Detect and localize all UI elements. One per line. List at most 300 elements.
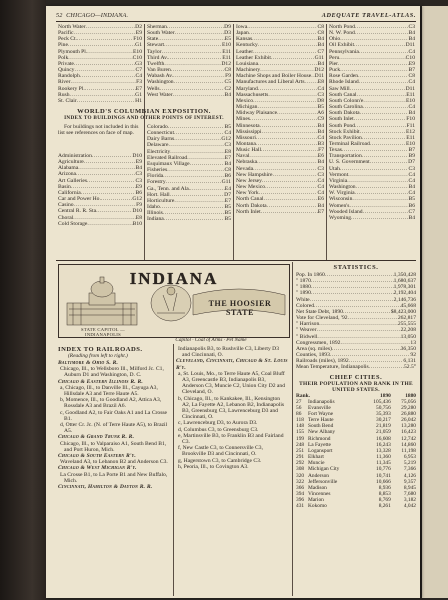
- entry-name: Area (sq. miles): [296, 345, 332, 352]
- grid-ref: E11: [406, 134, 415, 141]
- grid-ref: E10: [132, 48, 142, 55]
- entry-name: Mississippi: [236, 128, 262, 135]
- city-rank: 251: [296, 447, 305, 454]
- entry-name: Idaho: [147, 204, 160, 211]
- grid-ref: C8: [317, 24, 324, 30]
- index-entry: [236, 209, 324, 215]
- grid-ref: 13: [410, 339, 416, 346]
- city-rank: 322: [296, 478, 305, 485]
- entry-name: South Carolina: [329, 104, 363, 111]
- entry-name: Leather: [236, 48, 254, 55]
- leader-dots: [164, 216, 225, 222]
- leader-dots: [173, 92, 225, 98]
- expo-col-1: [58, 153, 142, 227]
- entry-name: Pine: [58, 42, 68, 49]
- entry-name: Sherman: [147, 24, 167, 30]
- left-running-title: CHICAGO—INDIANA.: [66, 12, 129, 19]
- city-pop-1880: 4,042: [403, 503, 416, 510]
- statistics-title: STATISTICS.: [333, 264, 379, 271]
- railroad-route: e, Martinsville B3, to Franklin B3 and Fairland C3.: [178, 432, 284, 446]
- grid-ref: D11: [405, 42, 415, 49]
- railroad-route: g, Hagerstown C3, to Cambridge C3.: [178, 457, 262, 464]
- grid-ref: C8: [317, 30, 324, 37]
- grid-ref: E11: [222, 48, 231, 55]
- grid-ref: B5: [224, 216, 231, 223]
- index-entry: [296, 364, 416, 370]
- grid-ref: E7: [135, 85, 142, 92]
- entry-name: Peru: [329, 54, 340, 61]
- city-name: Logansport: [308, 447, 333, 454]
- grid-ref: C10: [405, 54, 415, 61]
- railroad-route: Chicago, Ill., to Valparaiso A1, South Bend B1, and Port Huron, Mich.: [60, 440, 167, 453]
- entry-name: State: [147, 36, 159, 43]
- city-rank: 366: [296, 484, 305, 491]
- city-name: Evansville: [308, 404, 331, 411]
- city-rank: 118: [296, 417, 304, 424]
- entry-name: Esquimaux Village: [147, 160, 190, 167]
- entry-name: W. Virginia: [329, 190, 355, 197]
- grid-ref: B4: [317, 159, 324, 166]
- grid-ref: B6: [135, 189, 142, 196]
- city-pop-1890: 10,741: [376, 472, 391, 479]
- grid-ref: C4: [408, 190, 415, 197]
- entry-name: Louisiana: [236, 60, 259, 67]
- entry-name: Choral: [58, 214, 74, 221]
- grid-ref: G11: [314, 54, 324, 61]
- city-pop-1880: 4,126: [403, 472, 416, 479]
- entry-name: California: [58, 189, 81, 196]
- entry-name: South Canal: [329, 91, 357, 98]
- city-name: Terre Haute: [308, 417, 334, 424]
- grid-ref: B7: [408, 67, 415, 74]
- entry-name: Twelfth: [147, 60, 165, 67]
- grid-ref: B4: [317, 36, 324, 43]
- entry-name: Transportation: [329, 153, 362, 160]
- entry-name: Rookery Pl.: [58, 85, 85, 92]
- city-pop-1890: 50,756: [376, 404, 391, 411]
- grid-ref: B4: [408, 30, 415, 37]
- entry-name: Nebraska: [236, 159, 258, 166]
- entry-name: Horticulture: [147, 197, 175, 204]
- grid-ref: 36,350: [400, 345, 416, 352]
- city-pop-1890: 105,436: [373, 398, 391, 405]
- grid-ref: B5: [224, 124, 231, 130]
- grid-ref: B4: [317, 202, 324, 209]
- grid-ref: D10: [132, 208, 142, 215]
- city-pop-1880: 3,182: [403, 497, 416, 504]
- railroad-route: b, Momence, Ill., to Goodland A2, Attica A3, Rossdale A3 and Brazil A6.: [60, 397, 162, 410]
- grid-ref: B4: [224, 91, 231, 98]
- entry-name: Pacific: [58, 30, 74, 37]
- entry-name: North Dakota: [236, 202, 267, 209]
- index-entry: [147, 92, 231, 98]
- entry-name: Utah: [329, 165, 340, 172]
- city-name: Jeffersonville: [308, 478, 338, 485]
- col-divider: [233, 24, 234, 260]
- railroad-index-left: [58, 360, 170, 490]
- banner-bottom-caption: Capitol · Coat of Arms · Pet Name: [175, 337, 247, 343]
- railroad-route: c, Goodland A2, to Fair Oaks A1 and La Crosse B1.: [60, 409, 168, 422]
- entry-name: Michigan: [236, 104, 258, 111]
- city-pop-1890: 8,853: [378, 491, 391, 497]
- page-header: [56, 12, 416, 19]
- grid-ref: E8: [224, 148, 231, 155]
- entry-name: Mexico: [236, 97, 254, 104]
- railroad-name: Cincinnati, Hamilton & Dayton R. R.: [58, 484, 153, 491]
- grid-ref: C7: [135, 67, 142, 74]
- entry-name: South Colonn'e: [329, 97, 364, 104]
- grid-ref: D10: [132, 153, 142, 159]
- entry-name: North Canal: [236, 196, 264, 203]
- grid-ref: B4: [408, 110, 415, 117]
- col-divider: [326, 24, 327, 260]
- grid-ref: D8: [317, 97, 324, 104]
- grid-ref: G12: [221, 136, 231, 143]
- index-entry: [58, 98, 142, 104]
- entry-name: Net State Debt, 1890: [296, 308, 343, 315]
- city-rank: 86: [296, 410, 302, 417]
- grid-ref: C3: [317, 171, 324, 178]
- entry-name: Elevated Railroad: [147, 154, 188, 161]
- entry-name: Kansas: [236, 36, 253, 43]
- city-name: Indianapolis: [308, 398, 335, 405]
- entry-name: New York: [236, 190, 259, 197]
- entry-name: Rush: [58, 91, 70, 98]
- leader-dots: [261, 209, 318, 215]
- city-name: Kokomo: [308, 503, 327, 510]
- entry-name: Colored: [296, 302, 315, 309]
- grid-ref: B6: [408, 202, 415, 209]
- grid-ref: C4: [408, 79, 415, 86]
- grid-ref: C4: [317, 177, 324, 184]
- entry-name: Oil Exhibit: [329, 42, 355, 49]
- city-name: Vincennes: [308, 491, 331, 497]
- railroad-route: Chicago, Ill., to Wellsboro Ill., Milford Jc. C1, Auburn D1 and Washington, D. C.: [60, 366, 164, 379]
- entry-name: Virginia: [329, 177, 348, 184]
- grid-ref: C4: [317, 134, 324, 141]
- city-pop-1890: 16,608: [376, 435, 391, 442]
- entry-name: New Hampshire: [236, 171, 273, 178]
- city-name: Michigan City: [308, 466, 340, 473]
- grid-ref: E10: [405, 140, 415, 147]
- entry-name: " Weaver: [296, 327, 317, 334]
- railroad-route: d, Columbus C3, to Greensburg C3.: [178, 426, 259, 433]
- grid-ref: 6,131: [403, 358, 416, 365]
- chief-cities-title: CHIEF CITIES.: [329, 373, 383, 381]
- grid-ref: 22,208: [400, 327, 416, 334]
- city-pop-1880: 11,198: [401, 447, 416, 454]
- grid-ref: B4: [317, 42, 324, 49]
- grid-ref: F3: [136, 79, 142, 86]
- grid-ref: C2: [224, 85, 231, 92]
- railroad-route: c, Lawrenceburg D3, to Aurora D3.: [178, 420, 258, 427]
- entry-name: West Water: [147, 91, 173, 98]
- railroad-subtitle: (Reading from left to right.): [68, 353, 128, 359]
- entry-name: Wabash Av.: [147, 73, 174, 80]
- entry-name: Wooded Island: [329, 208, 363, 215]
- statistics-panel: [296, 264, 416, 509]
- grid-ref: H1: [135, 97, 142, 104]
- entry-name: Forestry: [147, 179, 166, 186]
- statistics-rows: [296, 272, 416, 371]
- leader-dots: [77, 98, 136, 104]
- entry-name: Terminal Railroad: [329, 140, 370, 147]
- grid-ref: C5: [224, 79, 231, 86]
- city-rank: 291: [296, 454, 305, 461]
- city-pop-1880: 13,280: [401, 423, 416, 430]
- leader-dots: [87, 221, 132, 227]
- entry-name: River: [58, 79, 71, 86]
- entry-name: Manufactures and Liberal Arts: [236, 79, 305, 86]
- entry-name: Ohio: [329, 36, 341, 43]
- entry-name: Fisheries: [147, 167, 168, 174]
- city-pop-1880: 8,945: [403, 484, 416, 491]
- grid-ref: C4: [135, 73, 142, 80]
- entry-name: Agriculture: [58, 159, 84, 166]
- entry-name: " Bidwell: [296, 333, 318, 340]
- grid-ref: 2,192,404: [393, 290, 416, 297]
- city-pop-1890: 8,769: [378, 497, 391, 504]
- city-pop-1880: 75,056: [401, 398, 416, 405]
- entry-name: U. S. Government: [329, 159, 370, 166]
- entry-name: Car and Power Ho.: [58, 196, 101, 203]
- grid-ref: F7: [318, 147, 324, 154]
- grid-ref: C8: [224, 67, 231, 74]
- grid-ref: C10: [132, 54, 142, 61]
- section-rule: [56, 260, 416, 261]
- entry-name: Texas: [329, 147, 342, 154]
- grid-ref: E7: [224, 197, 231, 204]
- entry-name: N. W. Pond: [329, 30, 355, 37]
- entry-name: Stewart: [147, 42, 165, 49]
- grid-ref: E10: [405, 97, 415, 104]
- entry-name: Hort. Hall: [147, 191, 170, 198]
- entry-name: Mines: [236, 116, 250, 123]
- entry-name: Congressmen, 1892: [296, 339, 341, 346]
- grid-ref: C3: [317, 91, 324, 98]
- entry-name: Stock Pavilion: [329, 134, 362, 141]
- grid-ref: 52.5°: [403, 364, 416, 371]
- railroad-route: Indianapolis B3, to Rushville C3, Liberty D3 and Cincinnati, O.: [178, 346, 279, 359]
- entry-name: White: [296, 296, 310, 303]
- grid-ref: B10: [132, 220, 142, 227]
- entry-name: Illinois: [147, 210, 163, 217]
- grid-ref: F10: [406, 116, 415, 123]
- leader-dots: [369, 364, 404, 370]
- cities-header-cell: 1890: [380, 392, 391, 399]
- grid-ref: C4: [408, 104, 415, 111]
- grid-ref: F10: [133, 36, 142, 43]
- grid-ref: C4: [317, 184, 324, 191]
- entry-name: Montana: [236, 140, 256, 147]
- grid-ref: E9: [408, 60, 415, 67]
- entry-name: South Pond: [329, 122, 355, 129]
- entry-name: North Inlet: [236, 208, 261, 215]
- city-name: La Fayette: [308, 441, 331, 448]
- entry-name: Wells: [147, 85, 160, 92]
- grid-ref: E6: [317, 153, 324, 160]
- page-number: 52: [56, 12, 63, 19]
- expo-subtitle: INDEX TO BUILDINGS AND OTHER POINTS OF INTEREST.: [64, 115, 224, 121]
- grid-ref: B4: [317, 128, 324, 135]
- entry-name: Nevada: [236, 165, 254, 172]
- grid-ref: B4: [317, 122, 324, 129]
- city-name: Anderson: [308, 472, 329, 479]
- railroad-name: Chicago & South Eastern R'y.: [58, 453, 136, 460]
- entry-name: Randolph: [58, 73, 80, 80]
- grid-ref: C3: [135, 171, 142, 178]
- entry-name: Japan: [236, 30, 249, 37]
- entry-name: Kentucky: [236, 42, 258, 49]
- grid-ref: 255,555: [397, 321, 416, 328]
- grid-ref: C4: [224, 130, 231, 137]
- grid-ref: $8,423,000: [390, 308, 416, 315]
- grid-ref: C3: [224, 142, 231, 149]
- city-pop-1890: 30,217: [376, 417, 391, 424]
- entry-name: Cold Storage: [58, 220, 88, 227]
- grid-ref: 1,350,428: [393, 272, 416, 278]
- city-pop-1880: 9,357: [403, 478, 416, 485]
- grid-ref: B7: [408, 147, 415, 154]
- entry-name: Private: [58, 60, 74, 67]
- entry-name: Quincy: [58, 67, 75, 74]
- expo-title: WORLD'S COLUMBIAN EXPOSITION.: [77, 108, 211, 115]
- grid-ref: 2,146,736: [393, 296, 416, 303]
- grid-ref: F9: [225, 73, 231, 80]
- grid-ref: A6: [317, 110, 324, 117]
- exposition-index-col-3: [236, 24, 324, 215]
- city-pop-1890: 10,776: [376, 466, 391, 473]
- grid-ref: C4: [317, 85, 324, 92]
- city-pop-1890: 13,328: [376, 447, 391, 454]
- city-pop-1890: 11,345: [376, 460, 391, 467]
- city-pop-1890: 21,059: [376, 429, 391, 436]
- grid-ref: C3: [317, 165, 324, 172]
- grid-ref: 262,817: [397, 315, 416, 322]
- grid-ref: E4: [224, 185, 231, 192]
- entry-name: Delaware: [147, 142, 169, 149]
- railroad-route: h, Peoria, Ill., to Covington A3.: [178, 463, 249, 470]
- entry-name: Stock Exhibit: [329, 128, 360, 135]
- grid-ref: C3: [408, 165, 415, 172]
- grid-ref: 45,668: [400, 302, 416, 309]
- railroad-name: Chicago & West Michigan R'y.: [58, 465, 137, 472]
- next-page-edge: [422, 6, 448, 598]
- entry-name: Puck: [329, 67, 341, 74]
- entry-name: Pier: [329, 60, 339, 67]
- index-entry: [58, 221, 142, 227]
- street-index-col-1: [58, 24, 142, 104]
- grid-ref: E6: [317, 196, 324, 203]
- grid-ref: E9: [135, 159, 142, 166]
- entry-name: Plymouth Pl.: [58, 48, 88, 55]
- entry-name: Saw Mill: [329, 85, 350, 92]
- city-rank: 248: [296, 441, 305, 448]
- street-index-col-2: [147, 24, 231, 98]
- railroad-route: Waveland A3, to Lebanon B2 and Anderson C3.: [60, 459, 168, 466]
- grid-ref: B5: [317, 104, 324, 111]
- grid-ref: E12: [405, 128, 415, 135]
- entry-name: Leather Exhibit: [236, 54, 271, 61]
- entry-name: Central R. R. Sta.: [58, 208, 98, 215]
- grid-ref: D11: [314, 73, 324, 80]
- grid-ref: G1: [135, 42, 142, 49]
- banner-left-caption: STATE CAPITOL — INDIANAPOLIS: [81, 327, 125, 337]
- entry-name: Connecticut: [147, 130, 175, 137]
- entry-name: South Water: [147, 30, 175, 37]
- entry-name: Dairy Barns: [147, 136, 175, 143]
- chief-cities-subtitle: THEIR POPULATION AND RANK IN THE UNITED STATES.: [299, 380, 413, 393]
- city-name: Marion: [308, 497, 324, 504]
- entry-name: South Inlet: [329, 116, 354, 123]
- city-pop-1880: 29,280: [401, 404, 416, 411]
- entry-name: Maryland: [236, 85, 258, 92]
- city-pop-1880: 7,680: [403, 491, 416, 497]
- grid-ref: D7: [224, 191, 231, 198]
- right-running-title: ADEQUATE TRAVEL-ATLAS.: [321, 12, 416, 19]
- entry-name: Women's: [329, 202, 350, 209]
- grid-ref: 1,978,301: [393, 284, 416, 291]
- grid-ref: E8: [317, 79, 324, 86]
- grid-ref: C3: [135, 177, 142, 184]
- city-rank: 292: [296, 460, 305, 467]
- city-pop-1880: 26,880: [401, 410, 416, 417]
- entry-name: Naval: [236, 153, 250, 160]
- railroad-route: a, Chicago, Ill., to Danville Ill., Cayuga A3, Hillsdale A3 and Terre Haute A5.: [60, 384, 158, 398]
- entry-name: Minnesota: [236, 122, 260, 129]
- grid-ref: E7: [317, 208, 324, 215]
- entry-name: " 1890: [296, 290, 311, 297]
- grid-ref: C8: [224, 167, 231, 174]
- railroad-route: La Crosse B1, to La Porte B1 and New Buffalo, Mich.: [60, 471, 168, 484]
- grid-ref: B4: [135, 165, 142, 172]
- table-row: [296, 503, 416, 509]
- grid-ref: D9: [224, 24, 231, 30]
- header-rule: [56, 21, 416, 22]
- entry-name: Basin: [58, 183, 71, 190]
- grid-ref: G11: [221, 179, 231, 186]
- grid-ref: B4: [408, 36, 415, 43]
- city-name: New Albany: [308, 429, 336, 436]
- grid-ref: C4: [408, 177, 415, 184]
- grid-ref: C4: [408, 171, 415, 178]
- entry-name: Alabama: [58, 165, 79, 172]
- city-pop-1890: 11,360: [376, 454, 391, 461]
- grid-ref: B9: [408, 153, 415, 160]
- entry-name: Pop. In 1860: [296, 272, 325, 278]
- city-name: Elkhart: [308, 454, 324, 461]
- grid-ref: F9: [136, 202, 142, 209]
- grid-ref: G12: [132, 196, 142, 203]
- entry-name: Washington: [147, 79, 174, 86]
- entry-name: Arizona: [58, 171, 77, 178]
- railroad-name: Chicago & Eastern Illinois R. R.: [58, 378, 143, 385]
- entry-name: New Jersey: [236, 177, 262, 184]
- entry-name: Casino: [58, 202, 74, 209]
- entry-name: Peck Ct.: [58, 36, 77, 43]
- city-pop-1890: 8,936: [378, 484, 391, 491]
- entry-name: Washington: [329, 184, 356, 191]
- entry-name: Missouri: [236, 134, 256, 141]
- railroad-name: Chicago & Grand Trunk R. R.: [58, 434, 135, 441]
- entry-name: Art Galleries: [58, 177, 88, 184]
- city-rank: 320: [296, 472, 305, 479]
- grid-ref: C7: [408, 208, 415, 215]
- city-pop-1880: 7,366: [403, 466, 416, 473]
- city-rank: 56: [296, 404, 302, 411]
- index-entry: [147, 216, 231, 222]
- col-divider: [292, 262, 293, 596]
